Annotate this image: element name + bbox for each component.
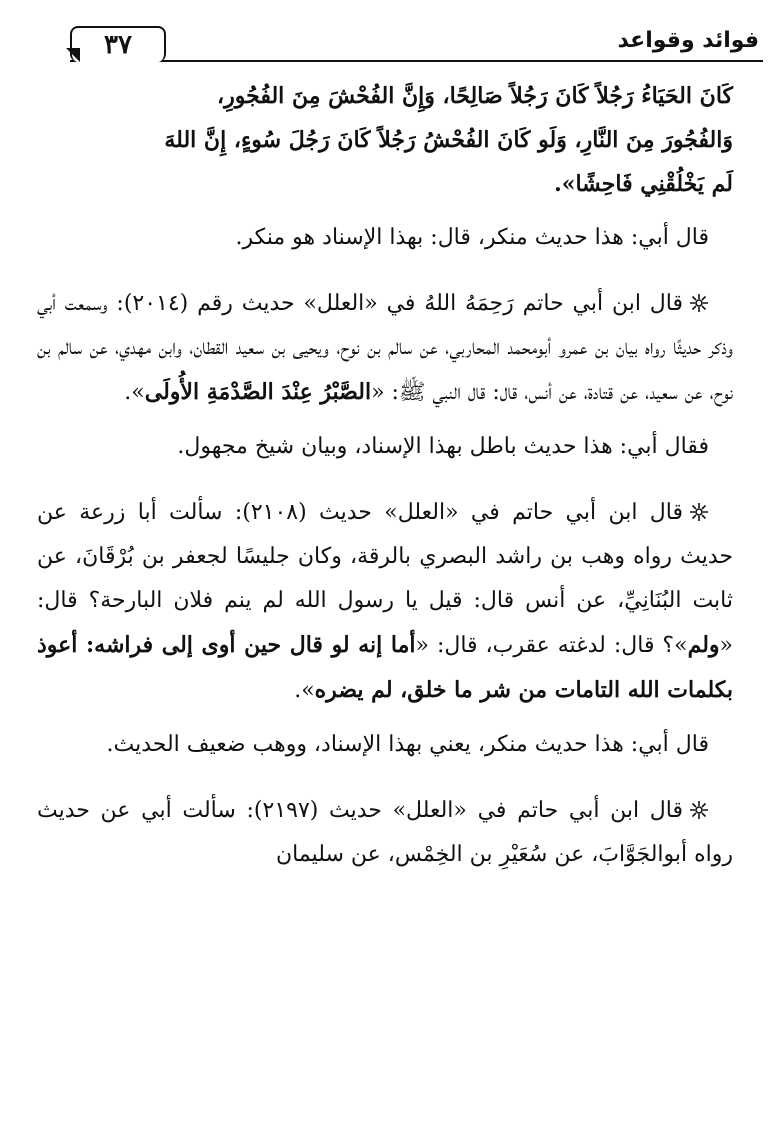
commentary-paragraph: قال أبي: هذا حديث منكر، يعني بهذا الإسناد، ووهب ضعيف الحديث. [106, 732, 709, 757]
page-body [37, 74, 733, 887]
entry-paragraph [37, 282, 733, 415]
entry-paragraph [37, 491, 733, 713]
hadith-text: أما إنه لو قال حين أوى إلى فراشه: أعوذ بكلمات الله التامات من شر ما خلق، لم يضره [37, 632, 733, 703]
commentary-paragraph: قال أبي: هذا حديث منكر، قال: بهذا الإسناد هو منكر. [235, 225, 709, 250]
header-rule [70, 60, 763, 62]
hadith-continuation [37, 74, 733, 206]
text-line: كَانَ الحَيَاءُ رَجُلاً كَانَ رَجُلاً صَالِحًا، وَإِنَّ الفُحْشَ مِنَ الفُجُورِ، [217, 83, 733, 109]
hadith-text: الصَّبْرُ عِنْدَ الصَّدْمَةِ الأُولَى [144, 379, 372, 405]
entry-paragraph [37, 789, 733, 877]
entry-intro: قال ابن أبي حاتم رَحِمَهُ اللهُ في «العلل» حديث رقم (٢٠١٤): [116, 291, 683, 316]
corner-mark-icon [66, 48, 80, 62]
flower-ornament-icon [689, 502, 709, 522]
entry-chain: »؟ قال: لدغته عقرب، قال: « [415, 633, 688, 658]
commentary-paragraph: فقال أبي: هذا حديث باطل بهذا الإسناد، وبيان شيخ مجهول. [177, 434, 709, 459]
hadith-text: ولم [687, 632, 720, 658]
running-title: فوائد وقواعد [617, 28, 759, 53]
text-line: وَالفُجُورَ مِنَ النَّارِ، وَلَو كَانَ الفُحْشُ رَجُلاً كَانَ رَجُلَ سُوءٍ، إِنَّ اللهَ [164, 127, 733, 153]
quote-close: ». [294, 678, 315, 703]
entry-chain: قال ابن أبي حاتم في «العلل» حديث (٢١٠٨): سألت أبا زرعة عن حديث رواه وهب بن راشد البصري بالرقة، وكان جليسًا لجعفر بن بُرْقَانَ، عن ثابت البُنَانِيِّ، عن أنس قال: قيل يا رسول الله لم ينم فلان البارحة؟ قال: « [37, 500, 733, 658]
entry-chain: وسمعت أبي وذكر حديثًا رواه بيان بن عمرو أبومحمد المحاربي، عن سالم بن نوح، ويحيى بن سعيد القطان، وابن مهدي، عن سالم بن نوح، عن سعيد، عن قتادة، عن أنس، قال: قال النبي ﷺ: « [37, 291, 733, 405]
page-header [70, 26, 763, 62]
text-line: لَم يَخْلُقْنِي فَاحِشًا». [554, 171, 733, 197]
quote-close: ». [124, 380, 145, 405]
entry-chain: قال ابن أبي حاتم في «العلل» حديث (٢١٩٧): سألت أبي عن حديث رواه أبوالجَوَّابَ، عن سُعَيْرِ بن الخِمْس، عن سليمان [37, 798, 733, 867]
flower-ornament-icon [689, 293, 709, 313]
flower-ornament-icon [689, 800, 709, 820]
page-number-box [70, 26, 166, 62]
page-number: ٣٧ [104, 30, 132, 60]
